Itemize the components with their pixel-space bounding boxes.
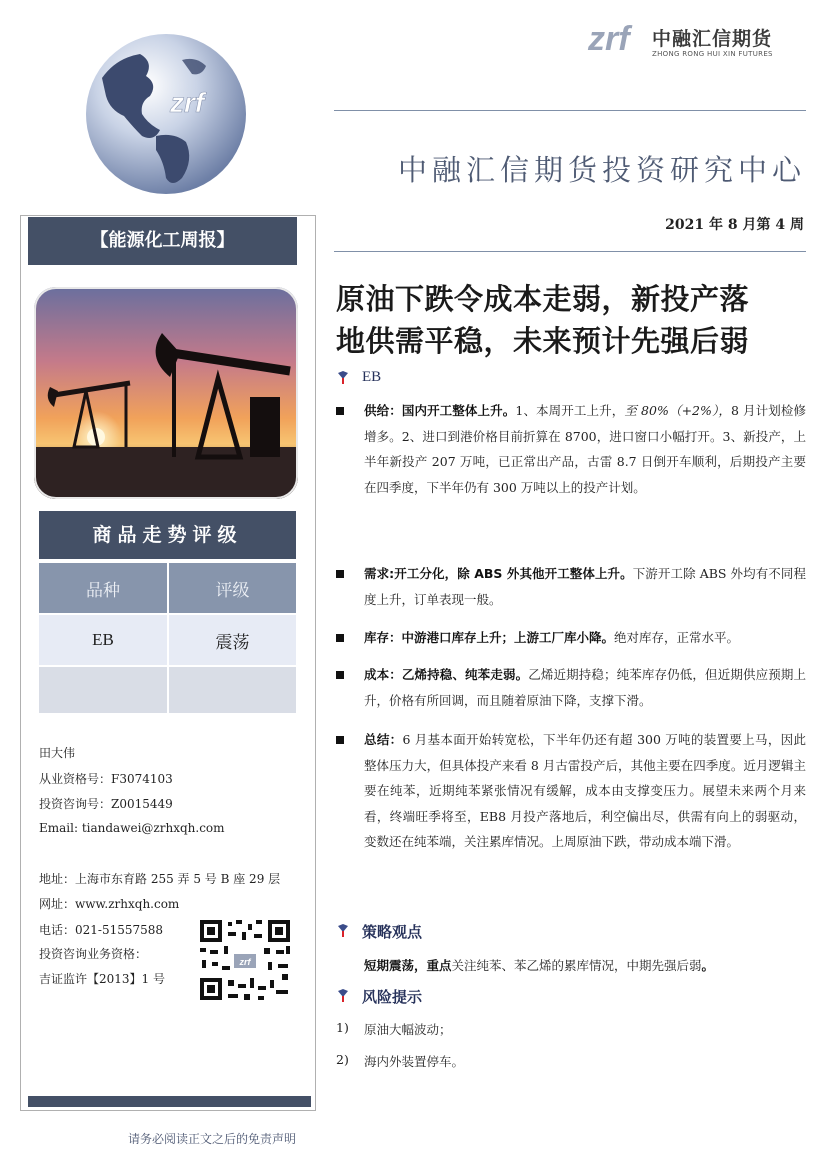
pin-icon xyxy=(336,924,350,938)
qr-code-image xyxy=(198,918,292,1002)
logo-english-name: ZHONG RONG HUI XIN FUTURES xyxy=(652,50,773,58)
demand-text: 下游开工除 ABS 外均有不同程度上升，订单表现一般。 xyxy=(364,566,806,607)
rating-cell-empty xyxy=(169,667,296,713)
risk-item: 海内外装置停车。 xyxy=(364,1054,465,1069)
qualification-number: 从业资格号：F3074103 xyxy=(39,772,173,786)
header-rule-top xyxy=(334,110,806,111)
rating-header-grade: 评级 xyxy=(169,563,296,613)
summary-paragraph xyxy=(364,727,806,855)
headline-line-1: 原油下跌令成本走弱，新投产落 xyxy=(336,282,750,316)
logo-chinese-name: 中融汇信期货 xyxy=(652,28,773,50)
rating-cell-grade: 震荡 xyxy=(169,615,296,665)
headline-line-2: 地供需平稳，未来预计先强后弱 xyxy=(336,324,750,358)
cost-label: 成本：乙烯持稳、纯苯走弱。 xyxy=(364,667,529,682)
supply-label: 供给：国内开工整体上升。 xyxy=(364,403,516,418)
bullet-marker xyxy=(336,407,344,415)
header-rule-bottom xyxy=(334,251,806,252)
summary-text: 6 月基本面开始转宽松，下半年仍还有超 300 万吨的装置要上马，因此整体压力大，但具体投产来看 8 月古雷投产后，其他主要在四季度。近月逻辑主要在纯苯，近期纯苯紧张情况有缓解，成本由支撑变压力。展望未来两个月来看，终端旺季将至，EB8 月投产落地后，利空偏出尽，供需有向上的弱驱动，变数还在纯苯端，关注累库情况。上周原油下跌，带动成本端下滑。 xyxy=(364,732,806,849)
strategy-text: 关注纯苯、苯乙烯的累库情况，中期先强后弱 xyxy=(451,958,702,973)
inventory-paragraph xyxy=(364,625,806,651)
risk-number: 1) xyxy=(336,1020,349,1035)
inventory-label: 库存：中游港口库存上升；上游工厂库小降。 xyxy=(364,630,615,645)
analyst-email[interactable]: Email: tiandawei@zrhxqh.com xyxy=(39,821,225,835)
center-title: 中融汇信期货投资研究中心 xyxy=(397,153,806,187)
risk-number: 2) xyxy=(336,1052,349,1067)
rating-header-variety: 品种 xyxy=(39,563,167,613)
demand-label: 需求:开工分化，除 ABS 外其他开工整体上升。 xyxy=(364,566,633,581)
zrf-logo-icon: zrf xyxy=(588,20,630,58)
risk-item: 原油大幅波动； xyxy=(364,1022,452,1037)
phone-number: 电话：021-51557588 xyxy=(39,923,164,937)
pin-icon xyxy=(336,371,350,385)
business-qualification-label: 投资咨询业务资格： xyxy=(39,947,148,961)
strategy-title: 策略观点 xyxy=(362,923,423,941)
cost-text: 乙烯近期持稳；纯苯库存仍低，但近期供应预期上升，价格有所回调，而且随着原油下降，支撑下滑。 xyxy=(364,667,806,708)
supply-detail: 8 月计划检修增多。2、进口到港价格目前折算在 8700，进口窗口小幅打开。3、新投产，上半年新投产 207 万吨，已正常出产品，古雷 8.7 日倒开车顺利，后期投产主要在四季度，下半年仍有 300 万吨以上的投产计划。 xyxy=(364,403,806,495)
supply-text: 1、本周开工上升， xyxy=(515,403,625,418)
strategy-end: 。 xyxy=(701,958,715,973)
section-eb-title: EB xyxy=(362,369,382,385)
weekly-tag: 【能源化工周报】 xyxy=(28,217,297,265)
svg-text:zrf: zrf xyxy=(239,957,251,967)
bullet-marker xyxy=(336,634,344,642)
website-link[interactable]: 网址：www.zrhxqh.com xyxy=(39,897,180,911)
globe-mark: zrf xyxy=(170,87,205,118)
rating-cell-variety: EB xyxy=(39,615,167,665)
bullet-marker xyxy=(336,671,344,679)
disclaimer-note[interactable]: 请务必阅读正文之后的免责声明 xyxy=(128,1132,297,1146)
strategy-paragraph xyxy=(364,953,806,979)
report-date: 2021 年 8 月第 4 周 xyxy=(665,217,804,233)
rating-cell-empty xyxy=(39,667,167,713)
supply-paragraph xyxy=(364,398,806,500)
office-address: 地址：上海市东育路 255 弄 5 号 B 座 29 层 xyxy=(39,872,281,886)
sidebar-bottom-bar xyxy=(28,1096,311,1107)
consulting-number: 投资咨询号：Z0015449 xyxy=(39,797,173,811)
inventory-text: 绝对库存，正常水平。 xyxy=(614,630,740,645)
oil-pumpjack-photo xyxy=(34,287,298,499)
pin-icon xyxy=(336,989,350,1003)
summary-label: 总结： xyxy=(364,732,403,747)
bullet-marker xyxy=(336,570,344,578)
strategy-emphasis: 短期震荡，重点 xyxy=(364,958,452,973)
cost-paragraph xyxy=(364,662,806,713)
risk-title: 风险提示 xyxy=(362,988,423,1006)
rating-title: 商品走势评级 xyxy=(39,511,296,559)
analyst-name: 田大伟 xyxy=(39,746,76,760)
supply-rate: 至 80%（+2%）， xyxy=(624,403,731,418)
license-number: 吉证监许【2013】1 号 xyxy=(39,972,165,986)
headline xyxy=(336,278,810,362)
company-logo xyxy=(588,18,788,66)
bullet-marker xyxy=(336,736,344,744)
demand-paragraph xyxy=(364,561,806,612)
globe-logo-image xyxy=(84,32,248,196)
